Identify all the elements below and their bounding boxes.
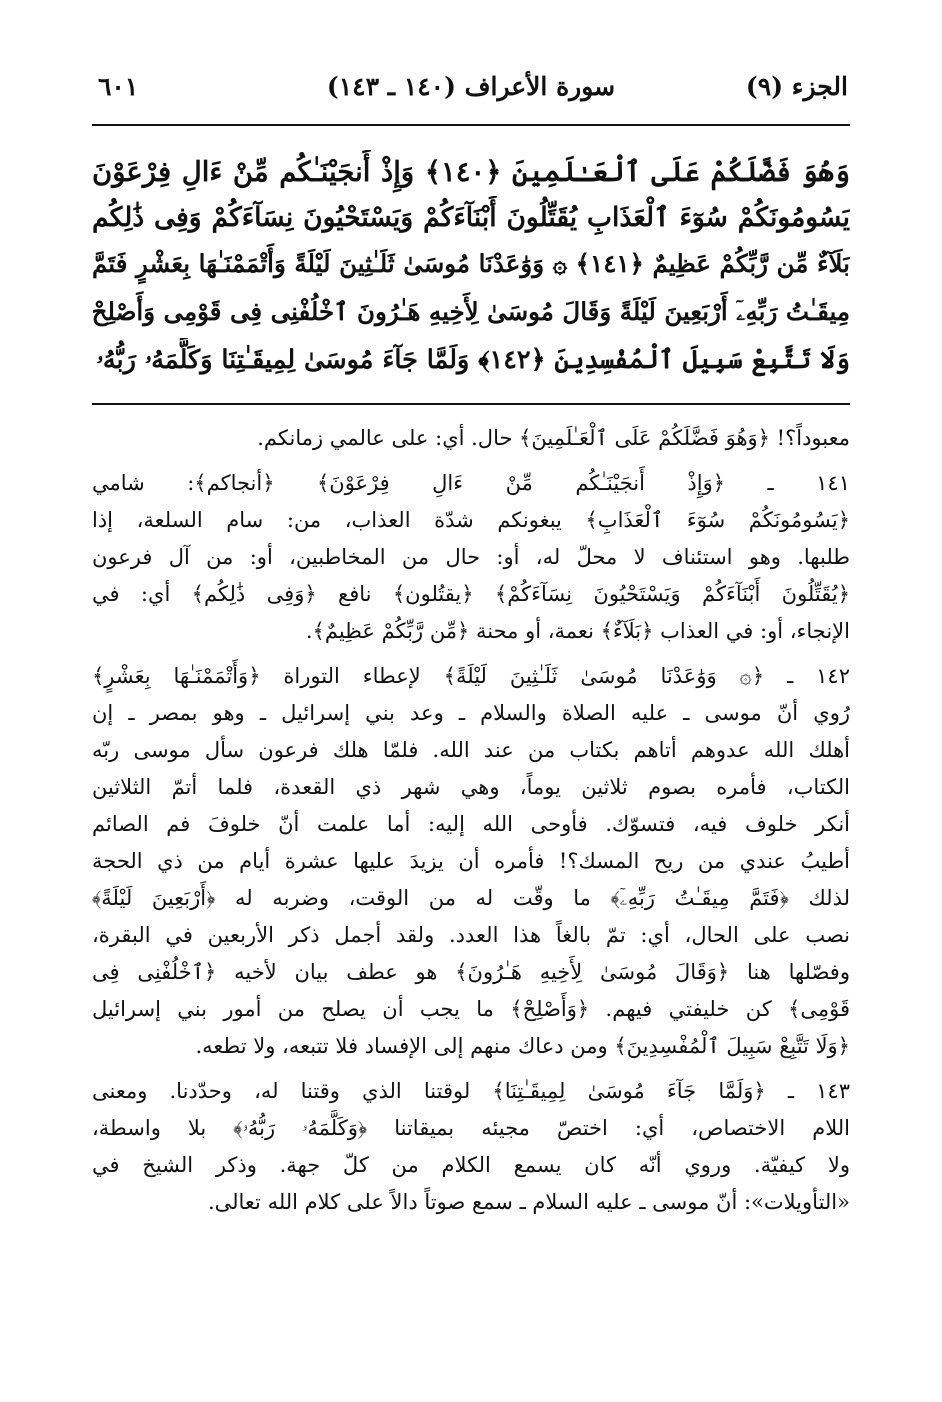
section-divider (92, 403, 850, 405)
commentary-line: ١٤٣ ـ ﴿وَلَمَّا جَآءَ مُوسَىٰ لِمِيقَـٰتِنَا﴾ لوقتنا الذي وقتنا له، وحدّدنا. ومعنى (92, 1079, 850, 1103)
commentary-line: ﴿يَسُومُونَكُمْ سُوٓءَ ٱلْعَذَابِ﴾ يبغونكم شدّة العذاب، من: سام السلعة، إذا (92, 508, 850, 532)
quran-line: وَلَا تَتَّبِعْ سَبِيلَ ٱلْمُفْسِدِينَ ﴿١٤٢﴾ وَلَمَّا جَآءَ مُوسَىٰ لِمِيقَـٰتِنَا وَكَلَّمَهُۥ رَبُّهُۥ (96, 345, 850, 375)
quran-line: يَسُومُونَكُمْ سُوٓءَ ٱلْعَذَابِ يُقَتِّلُونَ أَبْنَآءَكُمْ وَيَسْتَحْيُونَ نِسَآءَكُمْ وَفِى ذَٰلِكُم (92, 202, 850, 233)
commentary-line: الكتاب، فأمره بصوم ثلاثين يوماً، وهي شهر ذي القعدة، فلما أتمّ الثلاثين (92, 775, 850, 799)
quran-text-block (92, 150, 850, 390)
quran-line: وَهُوَ فَضَّلَكُمْ عَلَى ٱلْعَـٰلَمِينَ ﴿١٤٠﴾ وَإِذْ أَنجَيْنَـٰكُم مِّنْ ءَالِ فِرْعَوْنَ (92, 156, 850, 188)
commentary-line: رُوي أنّ موسى ـ عليه الصلاة والسلام ـ وعد بني إسرائيل ـ وهو بمصر ـ إن (92, 701, 850, 725)
surah-title: سورة الأعراف (١٤٠ ـ ١٤٣) (326, 72, 616, 101)
part-label: الجزء (٩) (745, 72, 848, 101)
commentary-line: «التأويلات»: أنّ موسى ـ عليه السلام ـ سمع صوتاً دالاً على كلام الله تعالى. (207, 1190, 850, 1214)
commentary-line: ١٤٢ ـ ﴿۞ وَوَٰعَدْنَا مُوسَىٰ ثَلَـٰثِينَ لَيْلَةً﴾ لإعطاء التوراة ﴿وَأَتْمَمْنَـٰهَا بِعَشْرٍ﴾ (92, 664, 850, 688)
commentary-line: اللام الاختصاص، أي: اختصّ مجيئه بميقاتنا ﴿وَكَلَّمَهُۥ رَبُّهُۥ﴾ بلا واسطة، (92, 1116, 850, 1140)
commentary-block (92, 420, 850, 1320)
commentary-line: معبوداً؟! ﴿وَهُوَ فَضَّلَكُمْ عَلَى ٱلْعَـٰلَمِينَ﴾ حال. أي: على عالمي زمانكم. (257, 426, 850, 450)
commentary-line: قَوْمِى﴾ كن خليفتي فيهم. ﴿وَأَصْلِحْ﴾ ما يجب أن يصلح من أمور بني إسرائيل (92, 997, 850, 1021)
commentary-line: طلبها. وهو استئناف لا محلّ له، أو: حال من المخاطبين، أو: من آل فرعون (92, 545, 850, 569)
commentary-line: ١٤١ ـ ﴿وَإِذْ أَنجَيْنَـٰكُم مِّنْ ءَالِ فِرْعَوْنَ﴾ ﴿أنجاكم﴾: شامي (92, 471, 850, 495)
commentary-line: ولا كيفيّة. وروي أنّه كان يسمع الكلام من كلّ جهة. وذكر الشيخ في (92, 1153, 850, 1177)
commentary-line: لذلك ﴿فَتَمَّ مِيقَـٰتُ رَبِّهِۦٓ﴾ ما وقّت له من الوقت، وضربه له ﴿أَرْبَعِينَ لَيْلَةً﴾ (92, 886, 850, 910)
running-head (94, 72, 848, 124)
page-number: ٦٠١ (98, 72, 139, 101)
commentary-line: الإنجاء، أو: في العذاب ﴿بَلَآءٌ﴾ نعمة، أو محنة ﴿مِّن رَّبِّكُمْ عَظِيمٌ﴾. (305, 619, 850, 643)
quran-line: بَلَآءٌ مِّن رَّبِّكُمْ عَظِيمٌ ﴿١٤١﴾ ۞ وَوَٰعَدْنَا مُوسَىٰ ثَلَـٰثِينَ لَيْلَةً وَأَتْمَمْنَـٰهَا بِعَشْرٍ فَتَمَّ (92, 249, 850, 278)
commentary-line: أهلك الله عدوهم أتاهم بكتاب من عند الله. فلمّا هلك فرعون سأل موسى ربّه (92, 738, 850, 762)
commentary-line: نصب على الحال، أي: تمّ بالغاً هذا العدد. ولقد أجمل ذكر الأربعين في البقرة، (92, 923, 850, 947)
quran-line: مِيقَـٰتُ رَبِّهِۦٓ أَرْبَعِينَ لَيْلَةً وَقَالَ مُوسَىٰ لِأَخِيهِ هَـٰرُونَ ٱخْلُفْنِى فِى قَوْمِى وَأَصْلِحْ (92, 297, 850, 326)
commentary-line: وفصّلها هنا ﴿وَقَالَ مُوسَىٰ لِأَخِيهِ هَـٰرُونَ﴾ هو عطف بيان لأخيه ﴿ٱخْلُفْنِى فِى (92, 960, 850, 984)
commentary-line: أطيبُ عندي من ريح المسك؟! فأمره أن يزيدَ عليها عشرة أيام من ذي الحجة (92, 849, 850, 873)
header-divider (92, 124, 850, 126)
commentary-line: ﴿وَلَا تَتَّبِعْ سَبِيلَ ٱلْمُفْسِدِينَ﴾ ومن دعاك منهم إلى الإفساد فلا تتبعه، ولا تطعه. (195, 1034, 850, 1058)
commentary-line: أنكر خلوف فيه، فتسوّك. فأوحى الله إليه: أما علمت أنّ خلوفَ فم الصائم (92, 812, 850, 836)
commentary-line: ﴿يُقَتِّلُونَ أَبْنَآءَكُمْ وَيَسْتَحْيُونَ نِسَآءَكُمْ﴾ ﴿يقتُلون﴾ نافع ﴿وَفِى ذَٰلِكُم﴾ أي: في (92, 582, 850, 606)
